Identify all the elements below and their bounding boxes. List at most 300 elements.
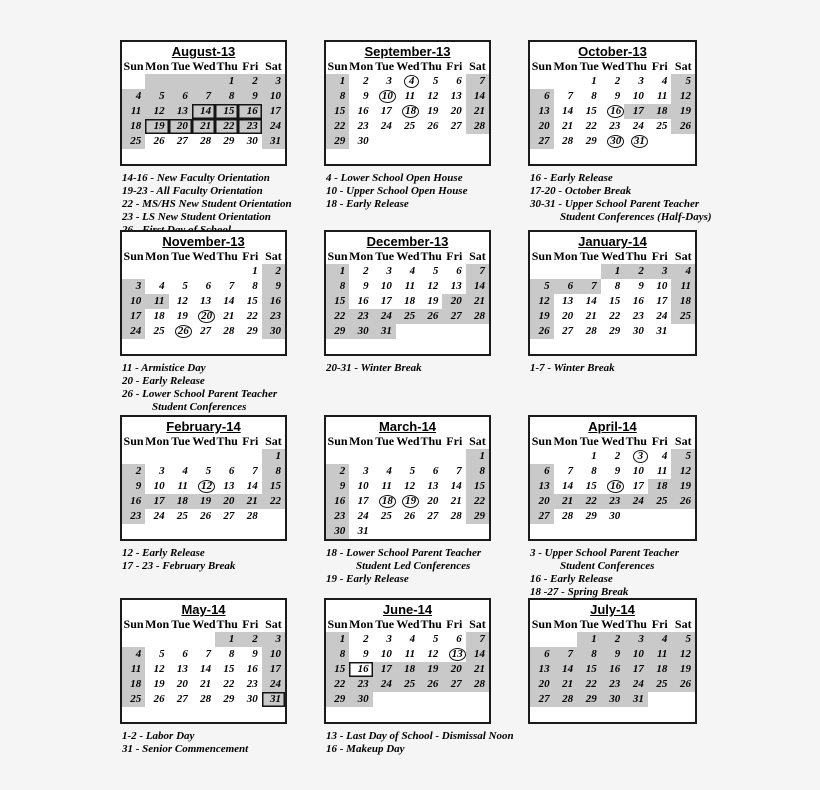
empty-cell — [554, 632, 578, 647]
date-number: 19 — [153, 678, 165, 690]
month-notes — [528, 547, 697, 599]
date-grid — [326, 632, 489, 707]
date-number: 24 — [380, 120, 392, 132]
day-header: Sun — [327, 434, 348, 448]
month-title: July-14 — [590, 602, 635, 617]
date-cell — [122, 324, 145, 339]
calendar-box — [120, 415, 287, 541]
date-number: 13 — [451, 648, 463, 660]
date-number: 18 — [130, 120, 142, 132]
date-number: 10 — [270, 648, 281, 660]
date-cell — [624, 324, 648, 339]
day-header: Mon — [553, 249, 578, 263]
date-cell — [215, 324, 238, 339]
date-cell — [624, 479, 648, 494]
date-number: 30 — [357, 325, 369, 337]
date-cell — [349, 632, 372, 647]
date-cell — [442, 89, 465, 104]
day-header: Sun — [327, 249, 348, 263]
date-number: 15 — [334, 295, 346, 307]
date-number: 27 — [538, 135, 550, 147]
date-cell — [419, 294, 442, 309]
date-number: 23 — [246, 678, 258, 690]
date-number: 21 — [450, 495, 462, 507]
day-header: Wed — [396, 617, 420, 631]
date-cell — [466, 104, 489, 119]
date-cell — [215, 692, 238, 707]
date-number: 3 — [386, 265, 392, 277]
date-cell — [601, 449, 625, 464]
date-grid — [122, 74, 285, 149]
date-number: 23 — [334, 510, 346, 522]
date-cell — [192, 134, 215, 149]
date-circle — [175, 325, 192, 338]
date-number: 16 — [357, 295, 369, 307]
date-cell — [238, 134, 261, 149]
date-number: 29 — [223, 693, 235, 705]
date-cell — [122, 479, 145, 494]
day-header: Mon — [553, 59, 578, 73]
note-line: 14-16 - New Faculty Orientation — [122, 172, 270, 184]
date-cell — [577, 324, 601, 339]
date-number: 27 — [562, 325, 574, 337]
date-cell — [530, 677, 554, 692]
date-cell — [396, 309, 419, 324]
date-cell — [215, 294, 238, 309]
date-cell — [577, 279, 601, 294]
date-number: 25 — [130, 135, 142, 147]
date-cell — [238, 662, 261, 677]
empty-cell — [671, 692, 695, 707]
date-number: 15 — [585, 663, 597, 675]
calendar-box — [324, 230, 491, 356]
month-september-13 — [324, 40, 491, 230]
date-cell — [122, 119, 145, 134]
date-number: 7 — [479, 75, 485, 87]
date-cell — [262, 134, 285, 149]
date-number: 15 — [585, 480, 597, 492]
date-cell — [601, 662, 625, 677]
date-cell — [671, 677, 695, 692]
date-number: 22 — [609, 310, 621, 322]
date-number: 3 — [661, 265, 668, 277]
date-number: 29 — [223, 135, 235, 147]
date-number: 5 — [685, 75, 691, 87]
date-number: 16 — [334, 495, 346, 507]
date-number: 28 — [474, 120, 485, 132]
month-title: March-14 — [378, 419, 437, 434]
date-cell — [215, 647, 238, 662]
day-header: Mon — [145, 434, 170, 448]
date-number: 8 — [591, 465, 597, 477]
date-cell — [122, 692, 145, 707]
empty-cell — [530, 632, 554, 647]
date-number: 9 — [614, 648, 621, 660]
date-cell — [215, 677, 238, 692]
day-header: Sun — [123, 434, 144, 448]
date-number: 24 — [380, 678, 392, 690]
date-cell — [169, 677, 192, 692]
empty-cell — [648, 134, 672, 149]
date-cell — [215, 89, 238, 104]
date-number: 3 — [275, 75, 281, 87]
day-header: Fri — [242, 617, 259, 631]
date-cell — [349, 264, 372, 279]
date-cell — [349, 464, 372, 479]
date-cell — [624, 264, 648, 279]
date-number: 10 — [632, 648, 644, 660]
note-line: 1-7 - Winter Break — [530, 362, 615, 374]
date-cell — [577, 509, 601, 524]
day-header: Thu — [420, 434, 442, 448]
date-cell — [554, 479, 578, 494]
date-cell — [530, 479, 554, 494]
date-cell — [577, 479, 601, 494]
date-number: 27 — [450, 310, 462, 322]
date-number: 25 — [153, 325, 165, 337]
date-cell — [326, 279, 349, 294]
date-cell — [554, 89, 578, 104]
note-line: 16 - Early Release — [530, 573, 613, 585]
date-cell — [238, 632, 261, 647]
month-title: October-13 — [578, 44, 647, 59]
day-header: Fri — [446, 59, 463, 73]
date-cell — [577, 647, 601, 662]
day-header-row — [122, 60, 285, 74]
date-number: 24 — [380, 310, 392, 322]
empty-cell — [442, 134, 465, 149]
date-number: 9 — [363, 280, 369, 292]
day-header: Sat — [265, 434, 282, 448]
date-cell — [671, 119, 695, 134]
date-number: 7 — [567, 465, 574, 477]
month-title: May-14 — [181, 602, 226, 617]
date-number: 20 — [223, 495, 235, 507]
date-number: 20 — [450, 663, 462, 675]
date-cell — [419, 104, 442, 119]
date-number: 2 — [614, 633, 621, 645]
day-header: Thu — [420, 617, 442, 631]
month-notes — [528, 362, 697, 375]
date-circle — [198, 480, 215, 493]
date-number: 12 — [201, 480, 213, 492]
date-number: 5 — [432, 633, 439, 645]
date-number: 30 — [334, 525, 346, 537]
date-cell — [554, 119, 578, 134]
date-cell — [530, 309, 554, 324]
date-number: 13 — [223, 480, 235, 492]
date-number: 26 — [679, 120, 691, 132]
boxed-date-cell — [169, 119, 192, 134]
date-number: 2 — [363, 75, 369, 87]
date-cell — [530, 134, 554, 149]
note-line: 18 - Lower School Parent Teacher — [326, 547, 482, 559]
date-cell — [145, 464, 168, 479]
date-number: 1 — [479, 450, 485, 462]
calendar-box — [528, 415, 697, 541]
date-number: 10 — [153, 480, 165, 492]
date-number: 8 — [339, 280, 346, 292]
date-number: 25 — [404, 678, 416, 690]
day-header-row — [326, 618, 489, 632]
day-header: Wed — [396, 434, 420, 448]
date-number: 10 — [381, 90, 393, 102]
date-number: 12 — [427, 280, 439, 292]
date-number: 23 — [357, 120, 369, 132]
date-cell — [554, 494, 578, 509]
empty-cell — [554, 264, 578, 279]
date-cell — [577, 494, 601, 509]
month-july-14 — [528, 598, 697, 790]
date-number: 27 — [427, 510, 439, 522]
date-number: 10 — [380, 280, 392, 292]
date-cell — [396, 647, 419, 662]
note-line: 31 - Senior Commencement — [122, 743, 249, 755]
date-cell — [349, 692, 372, 707]
date-cell — [466, 74, 489, 89]
date-number: 8 — [339, 90, 346, 102]
date-cell — [624, 677, 648, 692]
date-number: 16 — [246, 663, 258, 675]
empty-cell — [215, 264, 238, 279]
month-notes — [324, 362, 491, 375]
date-number: 8 — [591, 90, 597, 102]
date-cell — [601, 632, 625, 647]
date-number: 4 — [661, 450, 668, 462]
date-number: 28 — [200, 135, 212, 147]
circled-date-cell — [192, 309, 215, 324]
date-cell — [419, 74, 442, 89]
note-line: 20-31 - Winter Break — [326, 362, 422, 374]
date-cell — [373, 324, 396, 339]
day-header: Wed — [601, 59, 625, 73]
date-number: 1 — [339, 633, 346, 645]
date-cell — [326, 662, 349, 677]
note-line: 1-2 - Labor Day — [122, 730, 195, 742]
date-cell — [648, 309, 672, 324]
date-cell — [530, 662, 554, 677]
day-header: Sat — [265, 617, 282, 631]
date-number: 31 — [357, 525, 369, 537]
date-cell — [396, 89, 419, 104]
note-line: 10 - Upper School Open House — [326, 185, 468, 197]
date-number: 5 — [409, 465, 416, 477]
date-cell — [349, 294, 372, 309]
date-cell — [648, 104, 672, 119]
date-number: 23 — [270, 310, 281, 322]
date-number: 12 — [538, 295, 550, 307]
date-cell — [373, 464, 396, 479]
date-circle — [631, 135, 648, 148]
date-cell — [262, 294, 285, 309]
note-line: 26 - Lower School Parent Teacher — [122, 388, 278, 400]
date-number: 1 — [339, 75, 346, 87]
date-number: 26 — [427, 120, 439, 132]
date-cell — [238, 74, 261, 89]
date-cell — [624, 464, 648, 479]
date-number: 7 — [591, 280, 597, 292]
date-number: 10 — [632, 90, 644, 102]
date-number: 31 — [270, 135, 281, 147]
date-grid — [326, 449, 489, 539]
boxed-date-cell — [192, 119, 215, 134]
date-number: 28 — [474, 310, 485, 322]
date-cell — [554, 134, 578, 149]
date-number: 15 — [334, 105, 346, 117]
date-number: 22 — [223, 120, 235, 132]
date-cell — [466, 119, 489, 134]
date-cell — [192, 89, 215, 104]
date-cell — [326, 119, 349, 134]
date-cell — [601, 464, 625, 479]
date-number: 16 — [357, 105, 369, 117]
date-cell — [442, 677, 465, 692]
date-cell — [554, 294, 578, 309]
date-number: 6 — [182, 648, 188, 660]
calendar-box — [528, 230, 697, 356]
date-cell — [671, 294, 695, 309]
date-number: 1 — [275, 450, 281, 462]
date-cell — [169, 692, 192, 707]
day-header: Wed — [192, 434, 216, 448]
date-number: 24 — [632, 120, 644, 132]
date-cell — [238, 647, 261, 662]
date-cell — [238, 464, 261, 479]
calendar-box — [120, 230, 287, 356]
day-header: Wed — [601, 434, 625, 448]
date-number: 2 — [614, 75, 621, 87]
date-number: 20 — [538, 120, 550, 132]
date-cell — [442, 464, 465, 479]
empty-cell — [554, 74, 578, 89]
date-number: 30 — [632, 325, 644, 337]
date-cell — [349, 104, 372, 119]
empty-cell — [349, 449, 372, 464]
date-cell — [373, 279, 396, 294]
date-number: 22 — [474, 495, 485, 507]
date-cell — [577, 104, 601, 119]
empty-cell — [169, 264, 192, 279]
date-cell — [262, 104, 285, 119]
day-header: Tue — [375, 617, 395, 631]
date-number: 7 — [205, 648, 212, 660]
day-header-row — [326, 435, 489, 449]
day-header: Sat — [265, 59, 282, 73]
date-cell — [349, 134, 372, 149]
empty-cell — [419, 134, 442, 149]
date-number: 22 — [223, 678, 235, 690]
date-number: 14 — [474, 90, 485, 102]
day-header: Tue — [375, 59, 395, 73]
date-cell — [671, 309, 695, 324]
date-number: 18 — [176, 495, 188, 507]
date-number: 26 — [679, 678, 691, 690]
circled-date-cell — [373, 494, 396, 509]
date-cell — [349, 279, 372, 294]
empty-cell — [326, 449, 349, 464]
note-line: Student Conferences — [560, 560, 655, 572]
date-cell — [326, 677, 349, 692]
date-cell — [145, 662, 168, 677]
circled-date-cell — [624, 449, 648, 464]
date-number: 27 — [200, 325, 212, 337]
date-cell — [466, 309, 489, 324]
date-number: 28 — [246, 510, 258, 522]
date-cell — [238, 692, 261, 707]
date-cell — [442, 104, 465, 119]
day-header-row — [122, 435, 285, 449]
month-title: February-14 — [166, 419, 241, 434]
day-header: Tue — [375, 249, 395, 263]
date-cell — [373, 294, 396, 309]
boxed-date-cell — [215, 104, 238, 119]
date-number: 11 — [680, 280, 691, 292]
date-number: 11 — [404, 280, 416, 292]
circled-date-cell — [373, 89, 396, 104]
date-number: 2 — [614, 450, 621, 462]
date-cell — [554, 464, 578, 479]
date-cell — [601, 264, 625, 279]
date-number: 30 — [609, 510, 621, 522]
date-cell — [466, 449, 489, 464]
boxed-date-cell — [238, 104, 261, 119]
date-cell — [396, 479, 419, 494]
boxed-date-cell — [262, 692, 285, 707]
date-cell — [215, 509, 238, 524]
date-number: 5 — [205, 465, 212, 477]
day-header: Sat — [674, 59, 692, 73]
date-cell — [554, 509, 578, 524]
date-number: 5 — [159, 648, 165, 660]
empty-cell — [648, 692, 672, 707]
date-cell — [169, 509, 192, 524]
date-number: 6 — [567, 280, 574, 292]
date-cell — [373, 662, 396, 677]
date-number: 4 — [135, 648, 142, 660]
date-number: 21 — [474, 663, 485, 675]
date-number: 23 — [246, 120, 258, 132]
date-number: 19 — [200, 495, 212, 507]
date-circle — [607, 480, 624, 493]
day-header: Sat — [674, 617, 692, 631]
day-header: Mon — [145, 617, 170, 631]
empty-cell — [122, 74, 145, 89]
month-january-14 — [528, 230, 697, 415]
date-number: 9 — [252, 648, 258, 660]
date-cell — [466, 509, 489, 524]
date-number: 6 — [456, 265, 462, 277]
day-header: Fri — [651, 249, 668, 263]
day-header: Sun — [531, 434, 552, 448]
date-number: 4 — [408, 75, 415, 87]
date-cell — [215, 662, 238, 677]
calendar-box — [120, 40, 287, 166]
date-number: 14 — [223, 295, 235, 307]
date-cell — [530, 509, 554, 524]
empty-cell — [192, 449, 215, 464]
date-number: 26 — [404, 510, 416, 522]
date-cell — [373, 264, 396, 279]
date-number: 17 — [153, 495, 165, 507]
date-cell — [169, 494, 192, 509]
date-number: 16 — [130, 495, 142, 507]
date-cell — [215, 279, 238, 294]
date-number: 27 — [176, 135, 188, 147]
date-cell — [192, 692, 215, 707]
circled-date-cell — [601, 479, 625, 494]
date-cell — [624, 632, 648, 647]
date-cell — [624, 692, 648, 707]
